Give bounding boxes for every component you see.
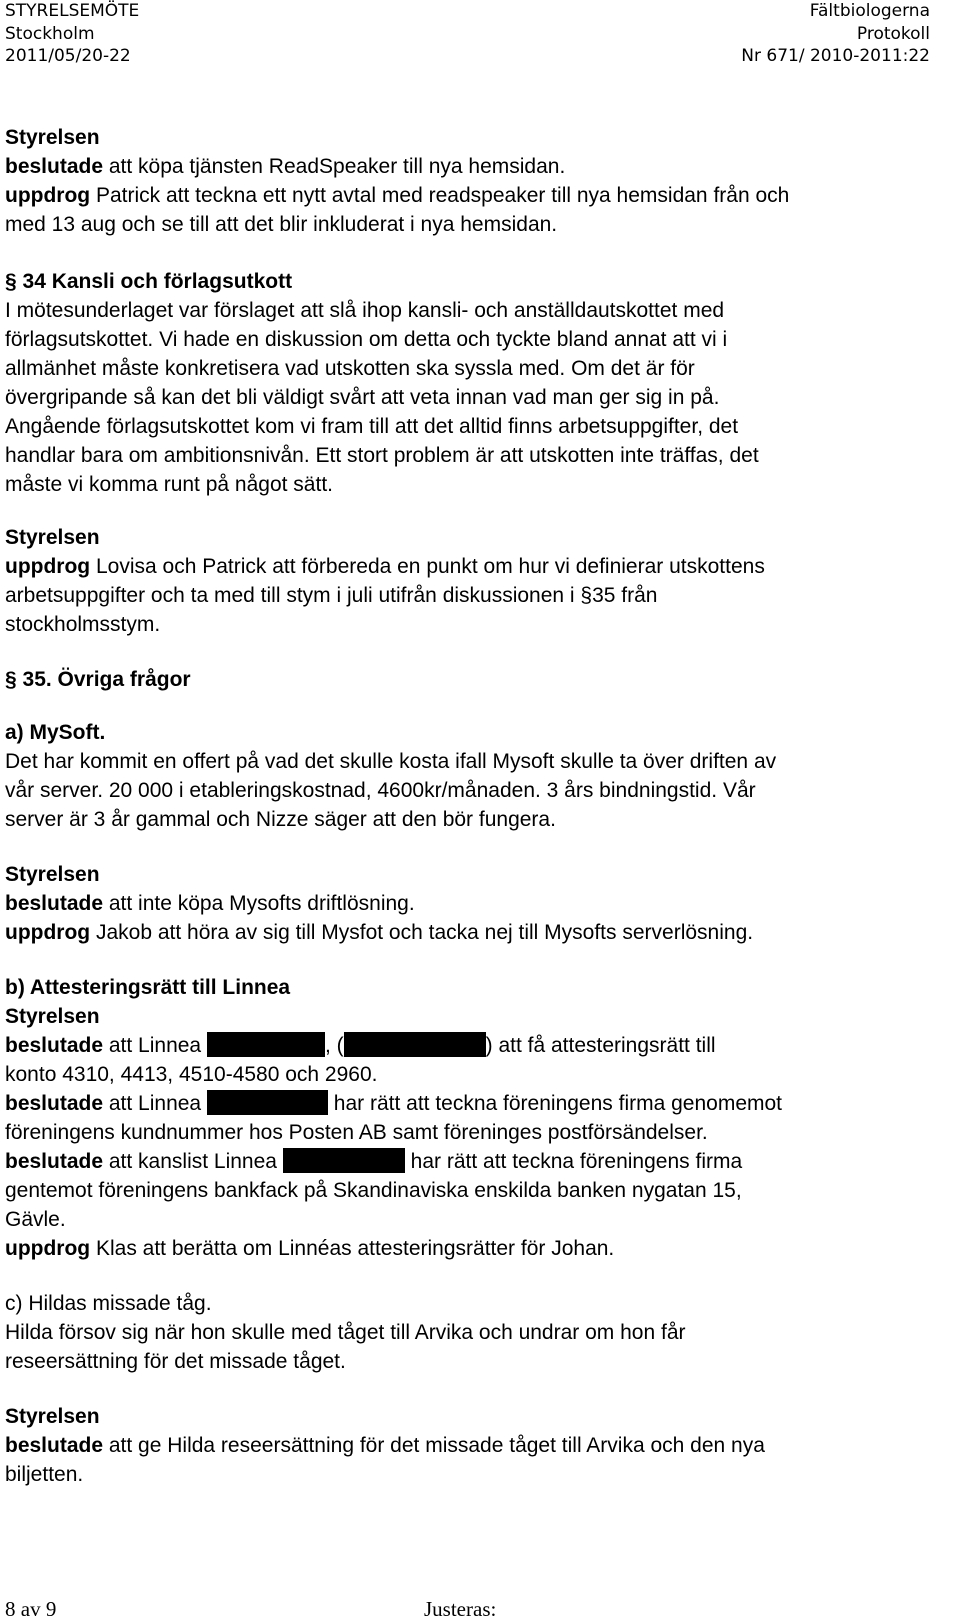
page-footer: [5, 1597, 497, 1622]
styrelsen-label: Styrelsen: [5, 1405, 100, 1428]
text-line: Gävle.: [5, 1208, 66, 1231]
redacted-surname: [283, 1148, 405, 1173]
section-34-heading: § 34 Kansli och förlagsutkott: [5, 270, 293, 293]
decision-line: beslutade att köpa tjänsten ReadSpeaker till nya hemsidan.: [5, 155, 566, 178]
assignment-line: uppdrog Patrick att teckna ett nytt avtal med readspeaker till nya hemsidan från och: [5, 184, 790, 207]
styrelsen-label: Styrelsen: [5, 1005, 100, 1028]
text-line: Det har kommit en offert på vad det skulle kosta ifall Mysoft skulle ta över driften av: [5, 750, 777, 773]
decision-line: beslutade att Linnea har rätt att teckna föreningens firma genomemot: [5, 1092, 783, 1115]
justeras-label: Justeras:: [424, 1597, 497, 1621]
subsection-a-heading: a) MySoft.: [5, 721, 106, 744]
styrelsen-label: Styrelsen: [5, 126, 100, 149]
subsection-c-heading: c) Hildas missade tåg.: [5, 1292, 212, 1315]
styrelsen-label: Styrelsen: [5, 863, 100, 886]
text-line: biljetten.: [5, 1463, 84, 1486]
text-line: föreningens kundnummer hos Posten AB samt föreninges postförsändelser.: [5, 1121, 708, 1144]
decision-line: beslutade att inte köpa Mysofts driftlösning.: [5, 892, 415, 915]
decision-line: beslutade att ge Hilda reseersättning för det missade tåget till Arvika och den nya: [5, 1434, 765, 1457]
page-number: 8 av 9: [5, 1597, 57, 1621]
text-line: stockholmsstym.: [5, 613, 161, 636]
assignment-line: uppdrog Lovisa och Patrick att förbereda en punkt om hur vi definierar utskottens: [5, 555, 765, 578]
text-line: förlagsutskottet. Vi hade en diskussion om detta och tyckte bland annat att vi i: [5, 328, 728, 351]
text-line: gentemot föreningens bankfack på Skandinaviska enskilda banken nygatan 15,: [5, 1179, 742, 1202]
header-location: Stockholm: [5, 23, 95, 44]
document-body: [5, 123, 935, 1489]
assignment-line: uppdrog Jakob att höra av sig till Mysfot och tacka nej till Mysofts serverlösning.: [5, 921, 754, 944]
text-line: I mötesunderlaget var förslaget att slå ihop kansli- och anställdautskottet med: [5, 299, 725, 322]
decision-line: beslutade att kanslist Linnea har rätt att teckna föreningens firma: [5, 1150, 743, 1173]
header-doc-type: Protokoll: [856, 23, 930, 44]
section-35-heading: § 35. Övriga frågor: [5, 668, 191, 691]
text-line: allmänhet måste konkretisera vad utskotten ska syssla med. Om det är för: [5, 357, 695, 380]
text-line: Angående förlagsutskottet kom vi fram till att det alltid finns arbetsuppgifter, det: [5, 415, 739, 438]
header-date: 2011/05/20-22: [5, 46, 131, 66]
assignment-line: uppdrog Klas att berätta om Linnéas attesteringsrätter för Johan.: [5, 1237, 615, 1260]
redacted-surname: [207, 1090, 328, 1115]
header-meeting-type: STYRELSEMÖTE: [5, 1, 140, 21]
header-organization: Fältbiologerna: [809, 1, 930, 21]
header-doc-number: Nr 671/ 2010-2011:22: [741, 46, 930, 66]
text-line: med 13 aug och se till att det blir inkluderat i nya hemsidan.: [5, 213, 558, 236]
subsection-b-heading: b) Attesteringsrätt till Linnea: [5, 976, 291, 999]
text-line: konto 4310, 4413, 4510-4580 och 2960.: [5, 1063, 378, 1086]
text-line: reseersättning för det missade tåget.: [5, 1350, 346, 1373]
text-line: handlar bara om ambitionsnivån. Ett stort problem är att utskotten inte träffas, det: [5, 444, 759, 467]
page-header: [5, 0, 930, 68]
text-line: server är 3 år gammal och Nizze säger att den bör fungera.: [5, 808, 556, 831]
text-line: arbetsuppgifter och ta med till stym i juli utifrån diskussionen i §35 från: [5, 584, 658, 607]
text-line: vår server. 20 000 i etableringskostnad, 4600kr/månaden. 3 års bindningstid. Vår: [5, 779, 756, 802]
styrelsen-label: Styrelsen: [5, 526, 100, 549]
redacted-surname: [207, 1032, 325, 1057]
redacted-personal-number: [344, 1032, 486, 1057]
text-line: måste vi komma runt på något sätt.: [5, 473, 333, 496]
text-line: övergripande så kan det bli väldigt svårt att veta innan vad man ger sig in på.: [5, 386, 720, 409]
decision-line: beslutade att Linnea , ( ) att få attesteringsrätt till: [5, 1034, 716, 1057]
text-line: Hilda försov sig när hon skulle med tåget till Arvika och undrar om hon får: [5, 1321, 686, 1344]
